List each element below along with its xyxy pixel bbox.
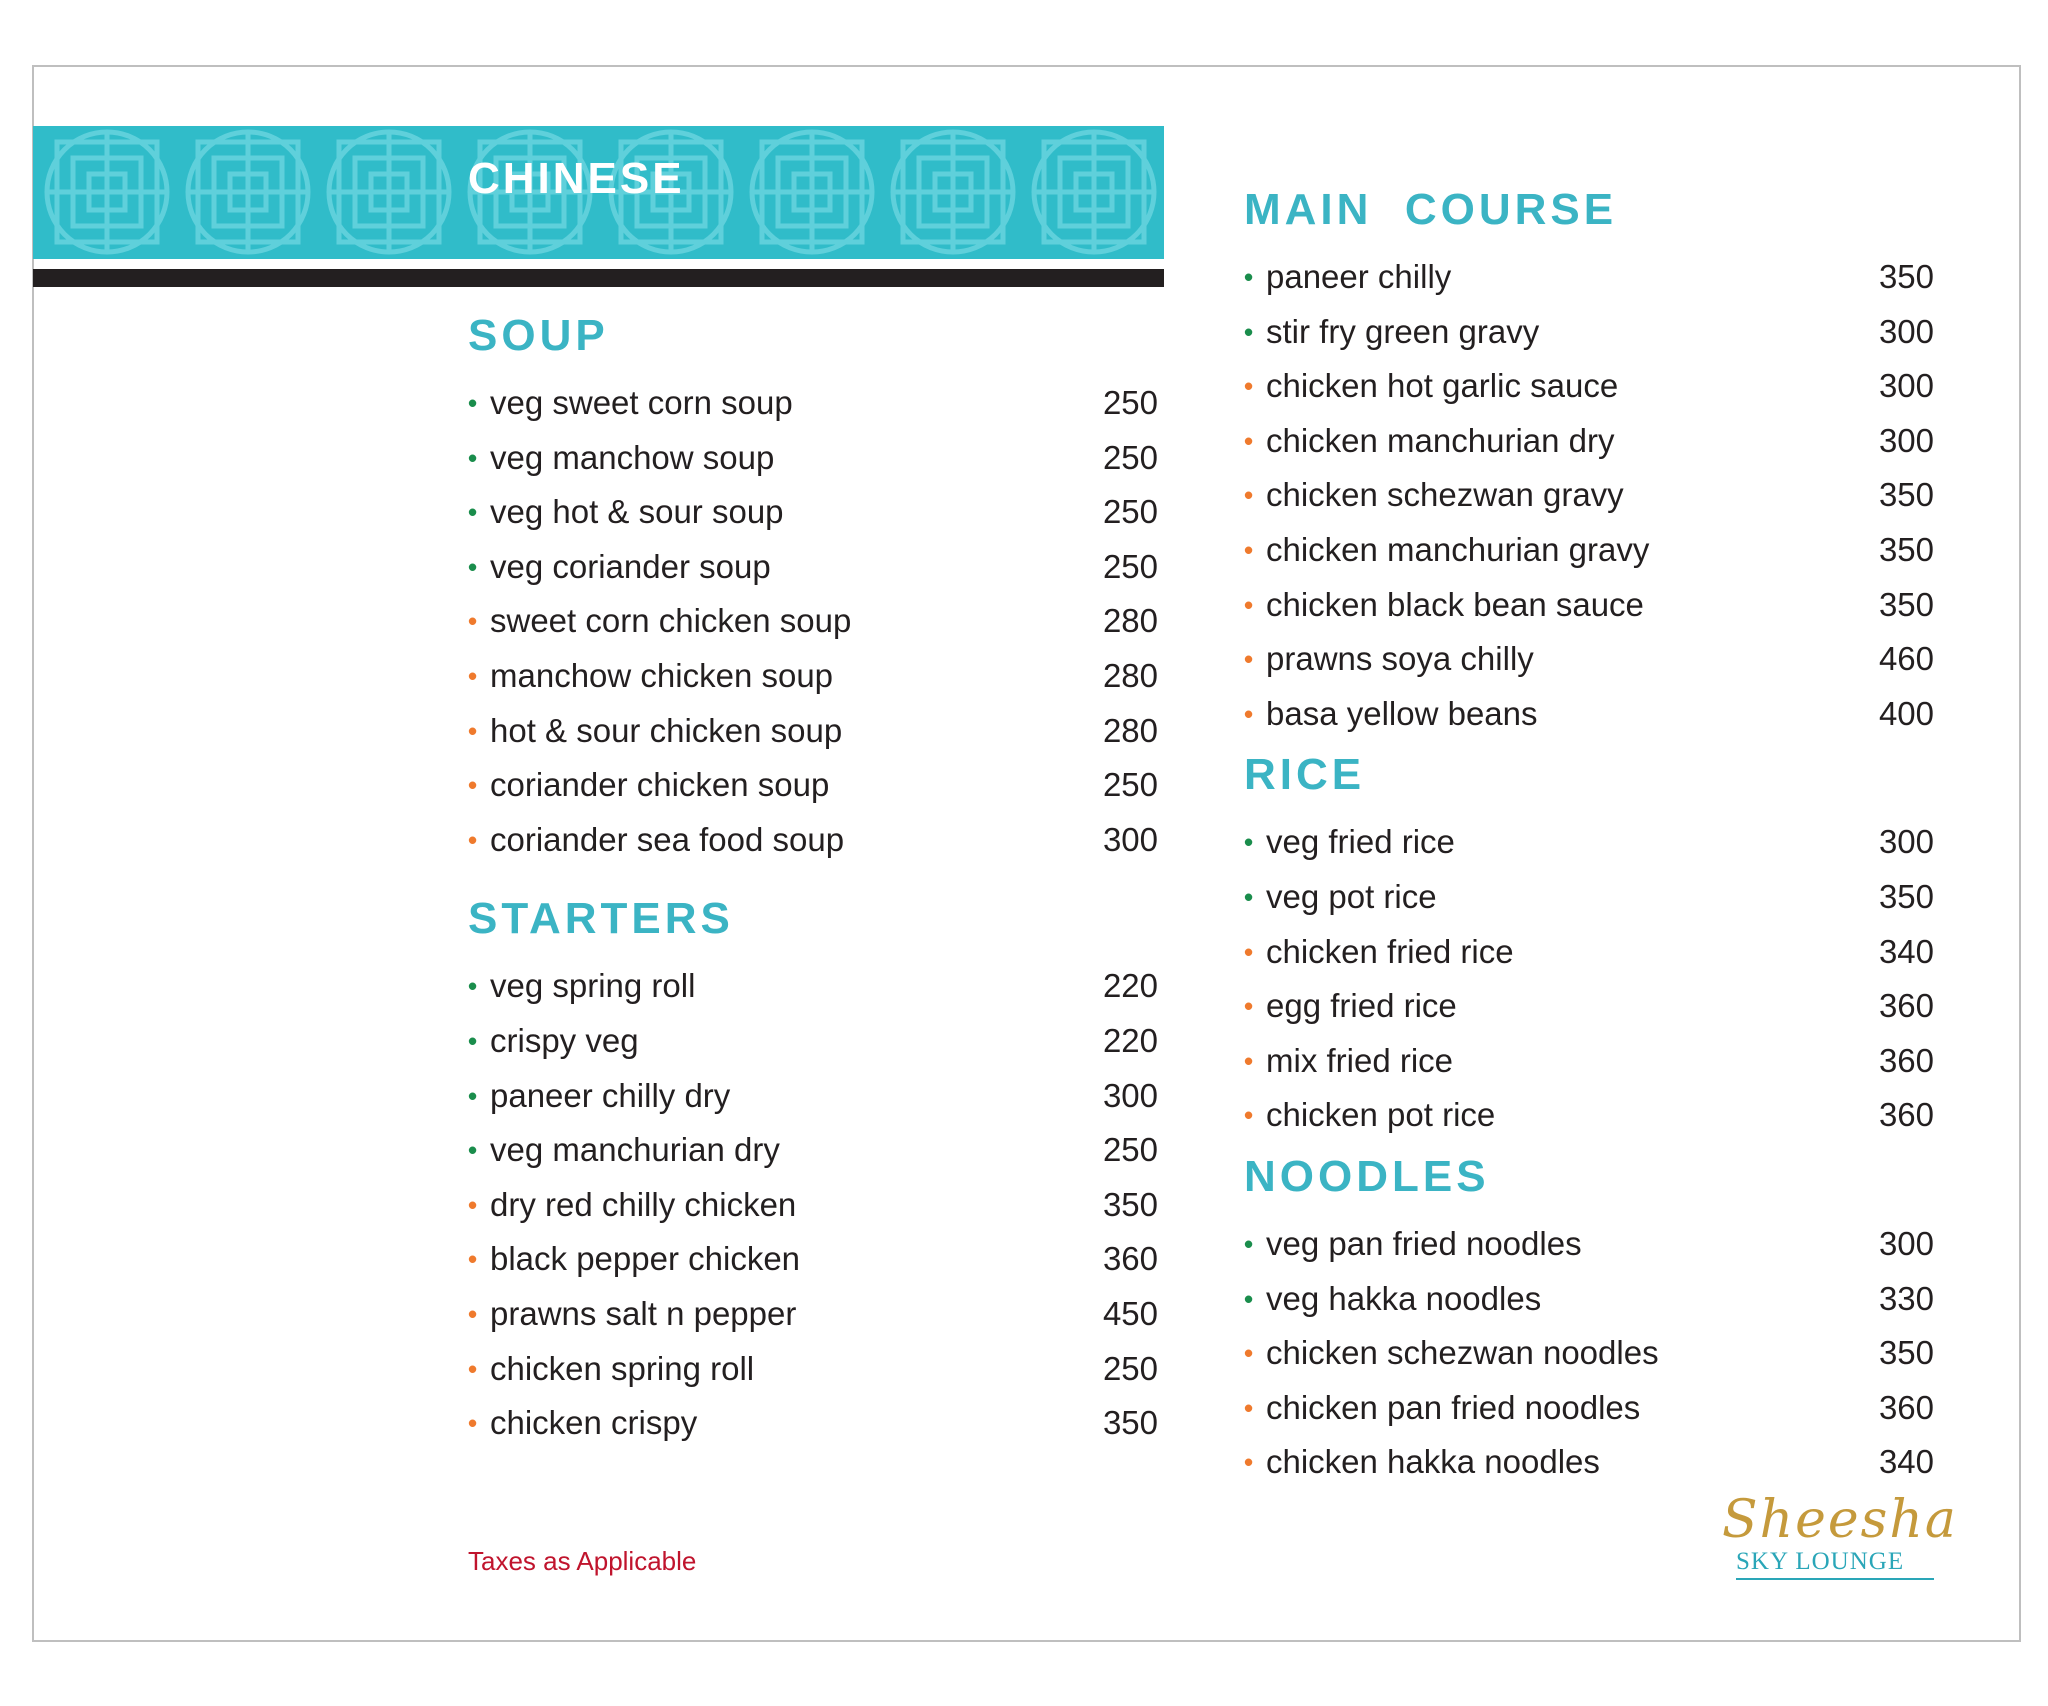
menu-item-name: prawns soya chilly [1266,640,1534,678]
logo-underline [1736,1578,1934,1580]
nonveg-bullet-icon: • [1244,1447,1254,1478]
section-title-starters: STARTERS [468,894,734,944]
menu-item [1244,359,1934,414]
menu-item [1244,632,1934,687]
menu-item-price: 300 [1102,820,1158,858]
menu-item [1244,578,1934,633]
menu-item-name: veg spring roll [490,967,696,1005]
menu-item-price: 300 [1878,312,1934,350]
menu-item [468,1014,1158,1069]
menu-item [468,1396,1158,1451]
veg-bullet-icon: • [1244,827,1254,858]
menu-item-price: 250 [1102,384,1158,421]
menu-item-price: 250 [1102,493,1158,531]
menu-item-price: 250 [1102,766,1158,804]
menu-item-name: chicken crispy [490,1404,698,1442]
menu-item [468,1123,1158,1178]
menu-item-name: chicken black bean sauce [1266,585,1644,623]
menu-item-name: veg coriander soup [490,547,771,585]
menu-item [1244,1217,1934,1272]
menu-item-price: 360 [1102,1240,1158,1278]
menu-item [1244,1381,1934,1436]
soup-list [468,376,1158,867]
menu-item [468,485,1158,540]
nonveg-bullet-icon: • [1244,698,1254,729]
main-course-list [1244,250,1934,741]
menu-item-name: chicken fried rice [1266,932,1514,970]
menu-item-price: 350 [1878,1334,1934,1372]
menu-item [1244,815,1934,870]
menu-item [468,1232,1158,1287]
menu-item-name: black pepper chicken [490,1240,801,1278]
menu-item [468,649,1158,704]
menu-item-price: 280 [1102,711,1158,749]
menu-item-price: 250 [1102,438,1158,476]
menu-item-name: veg pan fried noodles [1266,1224,1582,1262]
veg-bullet-icon: • [468,1025,478,1056]
menu-item-name: basa yellow beans [1266,694,1538,732]
nonveg-bullet-icon: • [1244,534,1254,565]
menu-item-name: mix fried rice [1266,1041,1454,1079]
menu-item [1244,523,1934,578]
menu-item-name: veg hakka noodles [1266,1279,1542,1317]
menu-item [1244,687,1934,742]
menu-item-name: veg sweet corn soup [490,384,793,421]
menu-item-name: hot & sour chicken soup [490,711,843,749]
knot-motif-icon [188,132,308,252]
menu-item-name: coriander sea food soup [490,820,845,858]
menu-item-name: chicken hot garlic sauce [1266,367,1619,405]
menu-item-price: 300 [1878,367,1934,405]
menu-item [1244,305,1934,360]
taxes-note: Taxes as Applicable [468,1546,697,1576]
menu-item [1244,1435,1934,1490]
menu-item [468,959,1158,1014]
menu-item-price: 340 [1878,1443,1934,1481]
nonveg-bullet-icon: • [468,1298,478,1329]
menu-item-price: 360 [1878,987,1934,1025]
nonveg-bullet-icon: • [1244,480,1254,511]
knot-motif-icon [1034,132,1154,252]
menu-item-price: 340 [1878,932,1934,970]
menu-item [468,758,1158,813]
menu-item-name: manchow chicken soup [490,656,834,694]
menu-item [1244,1088,1934,1143]
menu-item-price: 300 [1102,1076,1158,1114]
menu-item [1244,250,1934,305]
menu-item-name: paneer chilly [1266,258,1452,295]
menu-item-price: 400 [1878,694,1934,732]
menu-item-name: chicken hakka noodles [1266,1443,1600,1481]
rice-list [1244,815,1934,1143]
menu-item [1244,870,1934,925]
menu-item-price: 350 [1878,877,1934,915]
cuisine-banner [33,126,1164,259]
menu-item-price: 350 [1102,1404,1158,1442]
veg-bullet-icon: • [1244,1283,1254,1314]
nonveg-bullet-icon: • [1244,1100,1254,1131]
nonveg-bullet-icon: • [1244,644,1254,675]
menu-item [468,431,1158,486]
menu-item-price: 350 [1878,530,1934,568]
nonveg-bullet-icon: • [1244,371,1254,402]
knot-motif-icon [329,132,449,252]
logo-subtitle: SKY LOUNGE [1736,1548,1905,1575]
menu-item [1244,925,1934,980]
nonveg-bullet-icon: • [468,1353,478,1384]
menu-item-name: chicken manchurian gravy [1266,530,1650,568]
nonveg-bullet-icon: • [468,770,478,801]
nonveg-bullet-icon: • [1244,1392,1254,1423]
menu-item-price: 250 [1102,1131,1158,1169]
menu-item-price: 350 [1102,1185,1158,1223]
section-title-main-course: MAIN COURSE [1244,185,1618,234]
nonveg-bullet-icon: • [468,1244,478,1275]
menu-item-price: 220 [1102,1021,1158,1059]
section-title-rice: RICE [1244,750,1366,800]
section-title-noodles: NOODLES [1244,1151,1490,1201]
menu-item-price: 460 [1878,640,1934,678]
menu-item [1244,1034,1934,1089]
menu-item-name: chicken manchurian dry [1266,421,1615,459]
menu-item-name: sweet corn chicken soup [490,602,852,640]
veg-bullet-icon: • [468,442,478,473]
menu-item-price: 250 [1102,1349,1158,1387]
nonveg-bullet-icon: • [468,1408,478,1439]
menu-item-price: 350 [1878,258,1934,295]
banner-divider-bar [33,269,1164,287]
menu-item-price: 450 [1102,1294,1158,1332]
menu-item-price: 360 [1878,1096,1934,1134]
menu-item-name: veg manchurian dry [490,1131,780,1169]
menu-item-name: veg manchow soup [490,438,775,476]
left-column [468,308,1158,1475]
menu-item-name: coriander chicken soup [490,766,830,804]
menu-item-name: veg pot rice [1266,877,1437,915]
nonveg-bullet-icon: • [468,1189,478,1220]
knot-motif-icon [893,132,1013,252]
menu-item-price: 280 [1102,656,1158,694]
menu-item-price: 300 [1878,823,1934,861]
menu-item [468,1069,1158,1124]
menu-item-name: paneer chilly dry [490,1076,731,1114]
veg-bullet-icon: • [1244,1228,1254,1259]
menu-item-price: 300 [1878,1224,1934,1262]
menu-item [468,1342,1158,1397]
menu-item-name: veg hot & sour soup [490,493,784,531]
menu-item-name: egg fried rice [1266,987,1457,1025]
menu-item-price: 280 [1102,602,1158,640]
menu-item [468,1178,1158,1233]
veg-bullet-icon: • [468,388,478,418]
menu-item [1244,1272,1934,1327]
menu-item-price: 300 [1878,421,1934,459]
veg-bullet-icon: • [1244,262,1254,292]
nonveg-bullet-icon: • [1244,991,1254,1022]
knot-motif-icon [47,132,167,252]
veg-bullet-icon: • [468,971,478,1002]
nonveg-bullet-icon: • [468,660,478,691]
menu-item-price: 350 [1878,585,1934,623]
menu-item [468,540,1158,595]
veg-bullet-icon: • [468,551,478,582]
menu-item-name: veg fried rice [1266,823,1455,861]
menu-item [468,704,1158,759]
menu-item [468,594,1158,649]
menu-item [1244,414,1934,469]
menu-item-name: crispy veg [490,1021,639,1059]
menu-item-name: chicken schezwan noodles [1266,1334,1659,1372]
nonveg-bullet-icon: • [1244,1338,1254,1369]
nonveg-bullet-icon: • [1244,425,1254,456]
right-column [1244,182,1934,1514]
menu-item-price: 360 [1878,1041,1934,1079]
nonveg-bullet-icon: • [468,824,478,855]
menu-item [468,813,1158,868]
veg-bullet-icon: • [1244,881,1254,912]
nonveg-bullet-icon: • [1244,1045,1254,1076]
noodles-list [1244,1217,1934,1490]
veg-bullet-icon: • [1244,316,1254,347]
veg-bullet-icon: • [468,1080,478,1111]
menu-item-name: dry red chilly chicken [490,1185,797,1223]
menu-item-price: 360 [1878,1388,1934,1426]
menu-item-name: chicken pan fried noodles [1266,1388,1641,1426]
menu-item-price: 350 [1878,476,1934,514]
menu-item-price: 250 [1102,547,1158,585]
menu-item [1244,979,1934,1034]
menu-item-price: 220 [1102,967,1158,1005]
nonveg-bullet-icon: • [468,606,478,637]
banner-title: CHINESE [468,154,685,203]
sheesha-sky-lounge-logo [1722,1490,1958,1580]
menu-item-price: 330 [1878,1279,1934,1317]
nonveg-bullet-icon: • [1244,589,1254,620]
menu-item [1244,1326,1934,1381]
menu-item [1244,468,1934,523]
nonveg-bullet-icon: • [1244,936,1254,967]
menu-item-name: chicken schezwan gravy [1266,476,1624,514]
menu-item-name: prawns salt n pepper [490,1294,797,1332]
veg-bullet-icon: • [468,1135,478,1166]
logo-script-text: Sheesha [1722,1490,1958,1550]
menu-item-name: chicken spring roll [490,1349,755,1387]
knot-motif-icon [752,132,872,252]
starters-list [468,959,1158,1450]
nonveg-bullet-icon: • [468,715,478,746]
menu-item [468,376,1158,431]
section-title-soup: SOUP [468,311,609,360]
menu-item [468,1287,1158,1342]
veg-bullet-icon: • [468,497,478,528]
menu-item-name: stir fry green gravy [1266,312,1540,350]
menu-item-name: chicken pot rice [1266,1096,1496,1134]
